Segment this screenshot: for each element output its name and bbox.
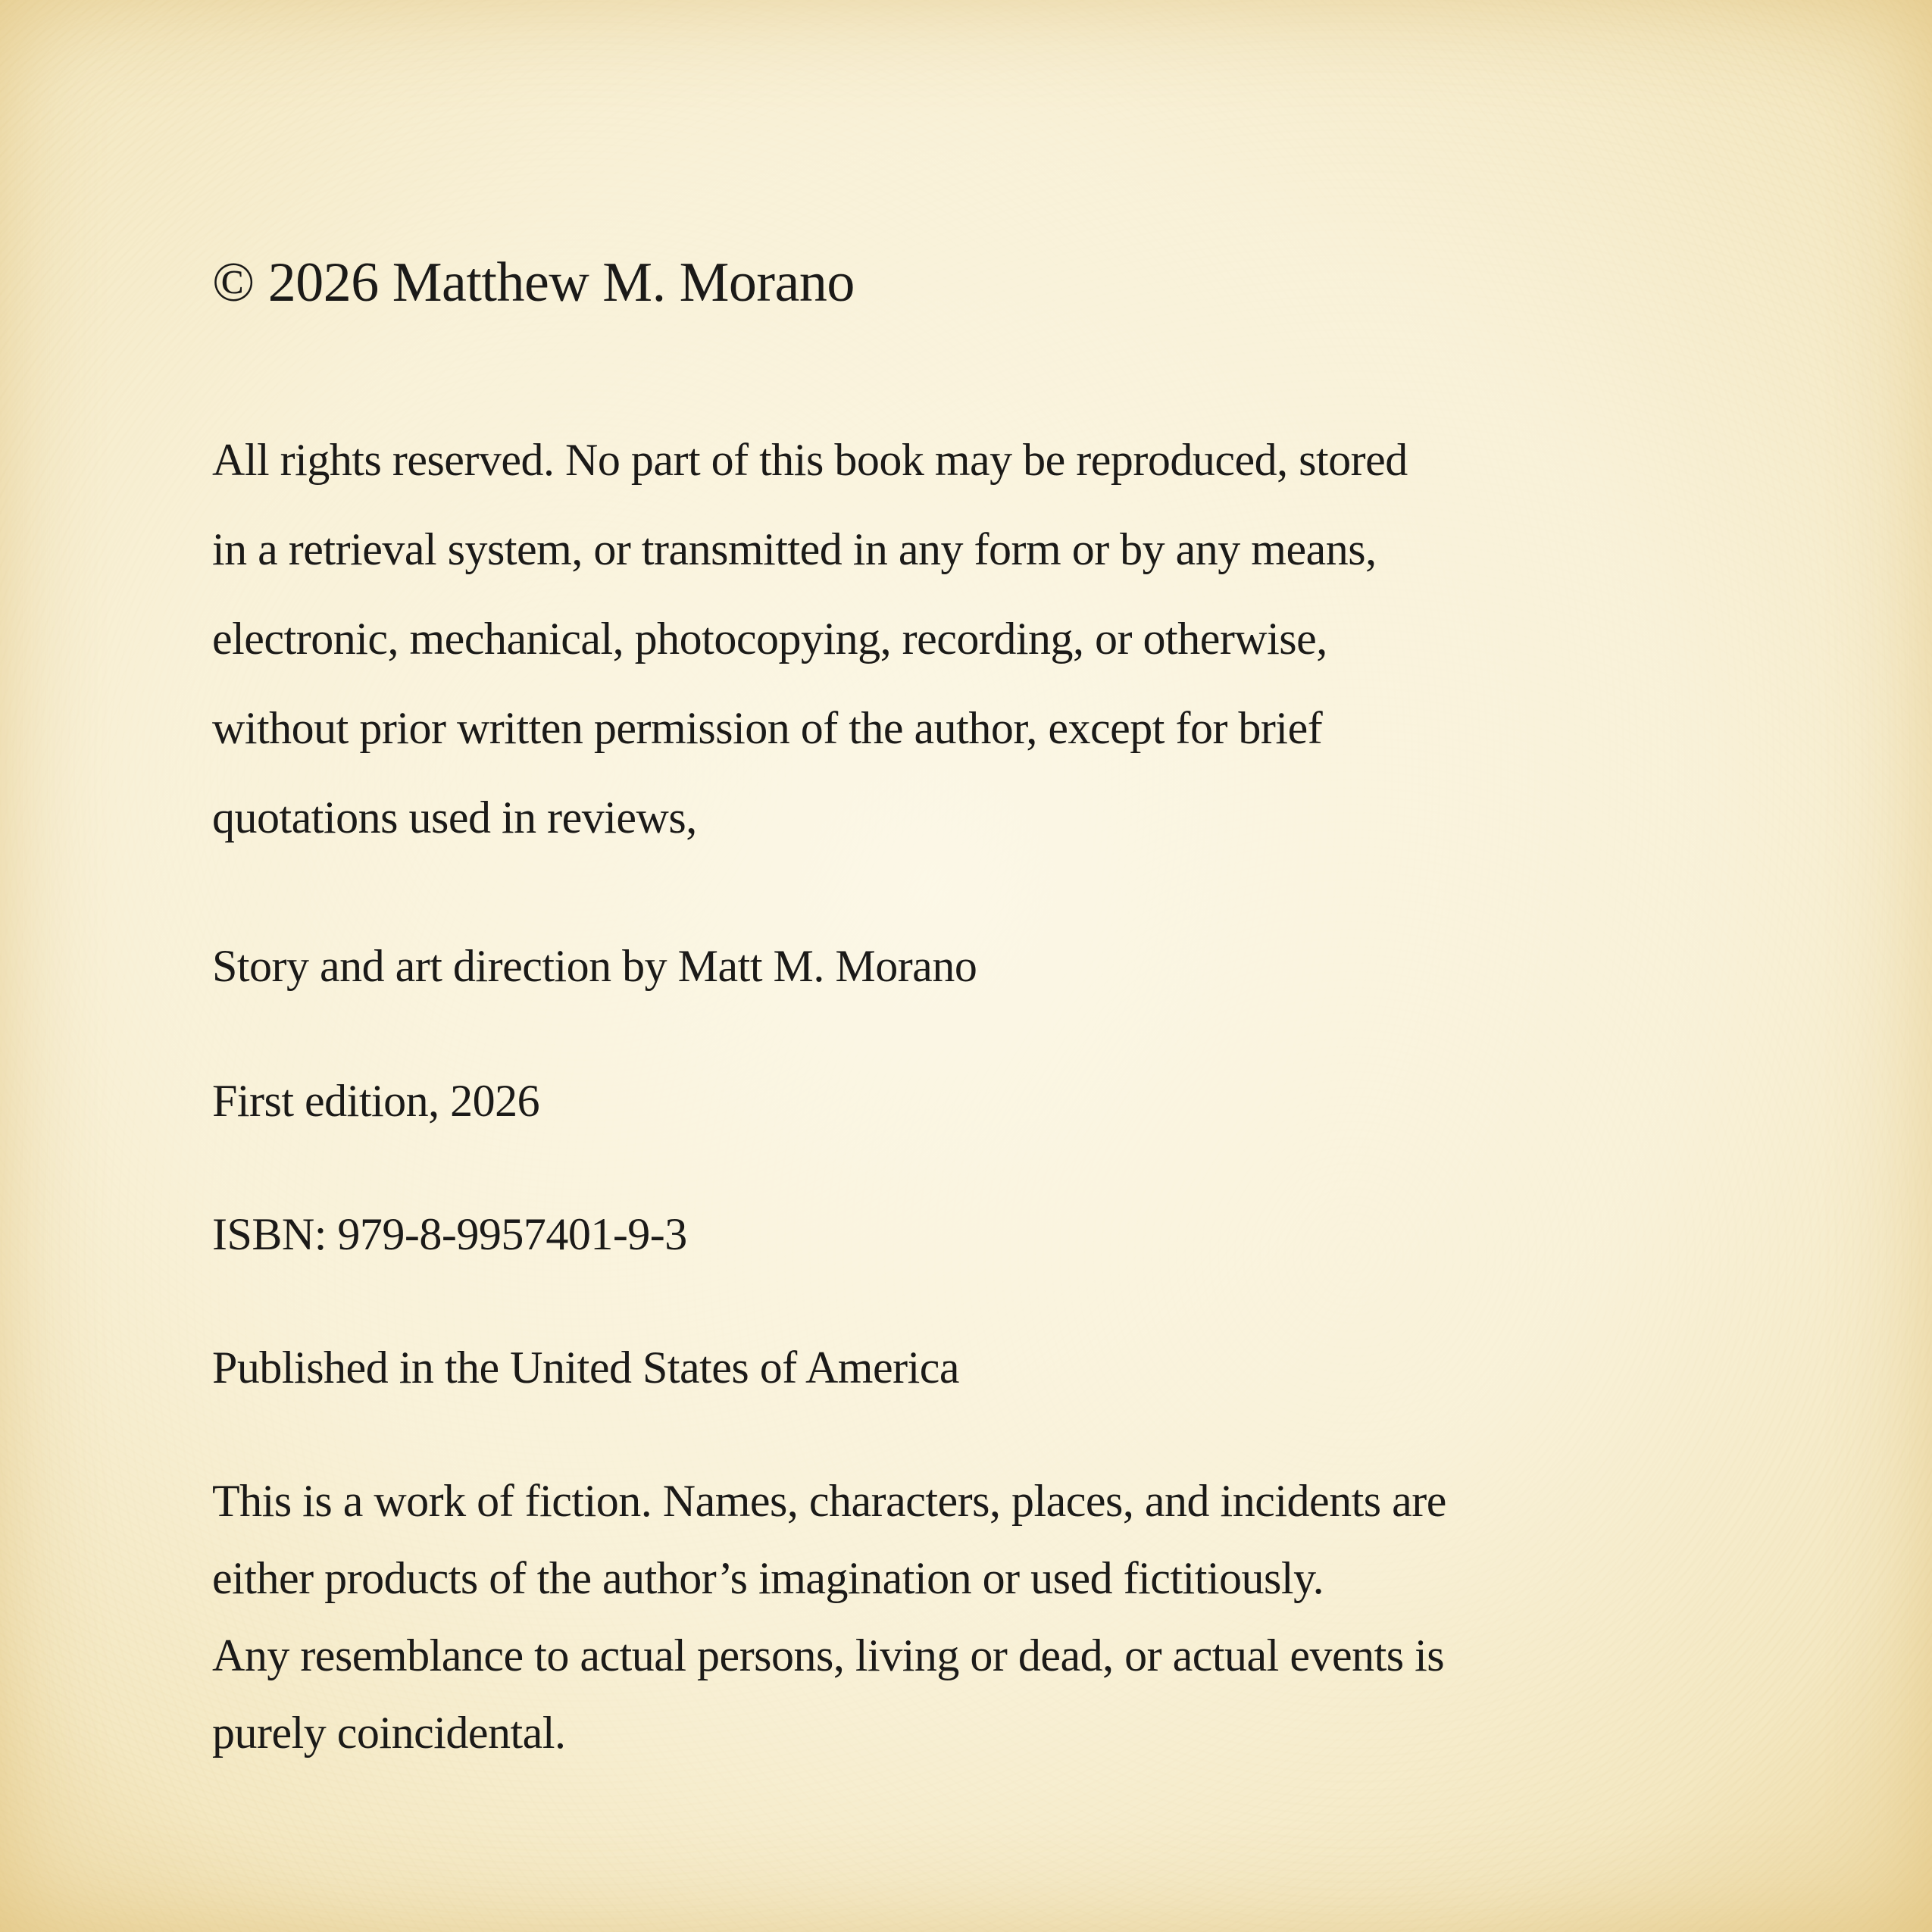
published-line: Published in the United States of America [212,1343,959,1393]
fiction-line: purely coincidental. [212,1708,566,1758]
fiction-disclaimer [212,1462,1446,1771]
fiction-line: This is a work of fiction. Names, characters, places, and incidents are [212,1476,1446,1526]
rights-line: All rights reserved. No part of this book may be reproduced, stored [212,435,1408,485]
fiction-line: either products of the author’s imagination or used fictitiously. [212,1553,1324,1603]
rights-paragraph [212,415,1408,862]
edition-line: First edition, 2026 [212,1076,540,1126]
rights-line: quotations used in reviews, [212,792,697,843]
copyright-notice: © 2026 Matthew M. Morano [212,252,855,314]
fiction-line: Any resemblance to actual persons, living or dead, or actual events is [212,1630,1445,1680]
rights-line: electronic, mechanical, photocopying, recording, or otherwise, [212,614,1327,664]
credit-line: Story and art direction by Matt M. Morano [212,941,977,991]
isbn-line: ISBN: 979-8-9957401-9-3 [212,1209,687,1259]
rights-line: without prior written permission of the author, except for brief [212,703,1323,753]
rights-line: in a retrieval system, or transmitted in any form or by any means, [212,524,1377,574]
